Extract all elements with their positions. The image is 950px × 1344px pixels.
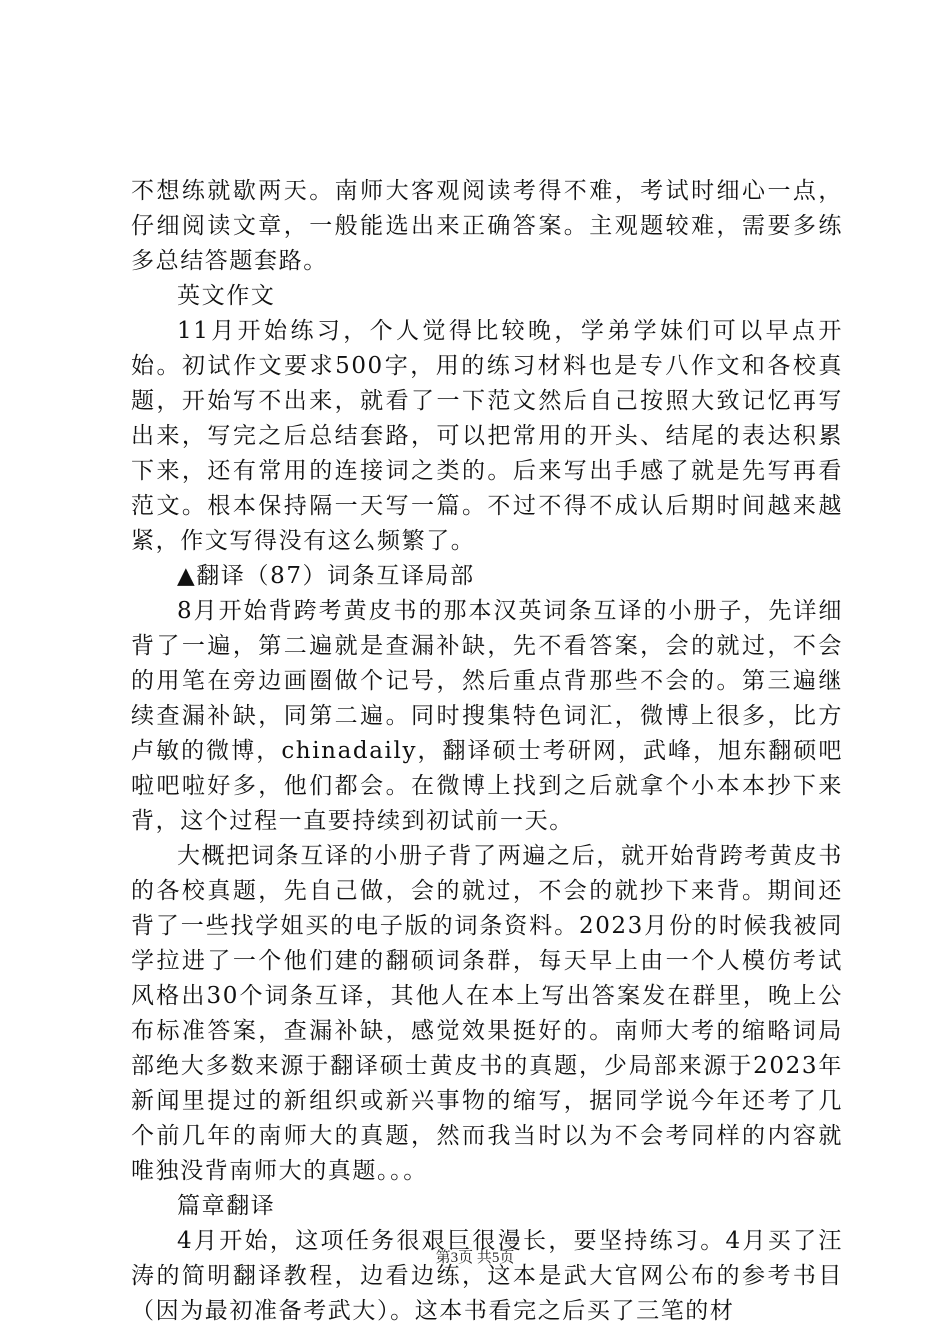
- page-number-footer: 第3页 共5页: [435, 1250, 515, 1266]
- document-body: [131, 174, 843, 1329]
- section-heading-passage-translation: 篇章翻译: [177, 1193, 276, 1219]
- section-heading-english-writing: 英文作文: [177, 283, 276, 309]
- paragraph-passage-translation: 4月开始，这项任务很艰巨很漫长，要坚持练习。4月买了汪涛的简明翻译教程，边看边练，这本是武大官网公布的参考书目（因为最初准备考武大）。这本书看完之后买了三笔的材: [131, 1228, 843, 1324]
- paragraph-terms-1: 8月开始背跨考黄皮书的那本汉英词条互译的小册子，先详细背了一遍，第二遍就是查漏补缺，先不看答案，会的就过，不会的用笔在旁边画圈做个记号，然后重点背那些不会的。第三遍继续查漏补缺，同第二遍。同时搜集特色词汇，微博上很多，比方卢敏的微博，chinadaily，翻译硕士考研网，武峰，旭东翻硕吧啦吧啦好多，他们都会。在微博上找到之后就拿个小本本抄下来背，这个过程一直要持续到初试前一天。: [131, 598, 843, 834]
- paragraph-continuation: 不想练就歇两天。南师大客观阅读考得不难，考试时细心一点，仔细阅读文章，一般能选出来正确答案。主观题较难，需要多练多总结答题套路。: [131, 178, 843, 274]
- paragraph-english-writing: 11月开始练习，个人觉得比较晚，学弟学妹们可以早点开始。初试作文要求500字，用的练习材料也是专八作文和各校真题，开始写不出来，就看了一下范文然后自己按照大致记忆再写出来，写完之后总结套路，可以把常用的开头、结尾的表达积累下来，还有常用的连接词之类的。后来写出手感了就是先写再看范文。根本保持隔一天写一篇。不过不得不成认后期时间越来越紧，作文写得没有这么频繁了。: [131, 318, 843, 554]
- section-heading-translation-terms: ▲翻译（87）词条互译局部: [177, 563, 475, 589]
- paragraph-terms-2: 大概把词条互译的小册子背了两遍之后，就开始背跨考黄皮书的各校真题，先自己做，会的就过，不会的就抄下来背。期间还背了一些找学姐买的电子版的词条资料。2023月份的时候我被同学拉进了一个他们建的翻硕词条群，每天早上由一个人模仿考试风格出30个词条互译，其他人在本上写出答案发在群里，晚上公布标准答案，查漏补缺，感觉效果挺好的。南师大考的缩略词局部绝大多数来源于翻译硕士黄皮书的真题，少局部来源于2023年新闻里提过的新组织或新兴事物的缩写，据同学说今年还考了几个前几年的南师大的真题，然而我当时以为不会考同样的内容就唯独没背南师大的真题。。。: [131, 843, 843, 1184]
